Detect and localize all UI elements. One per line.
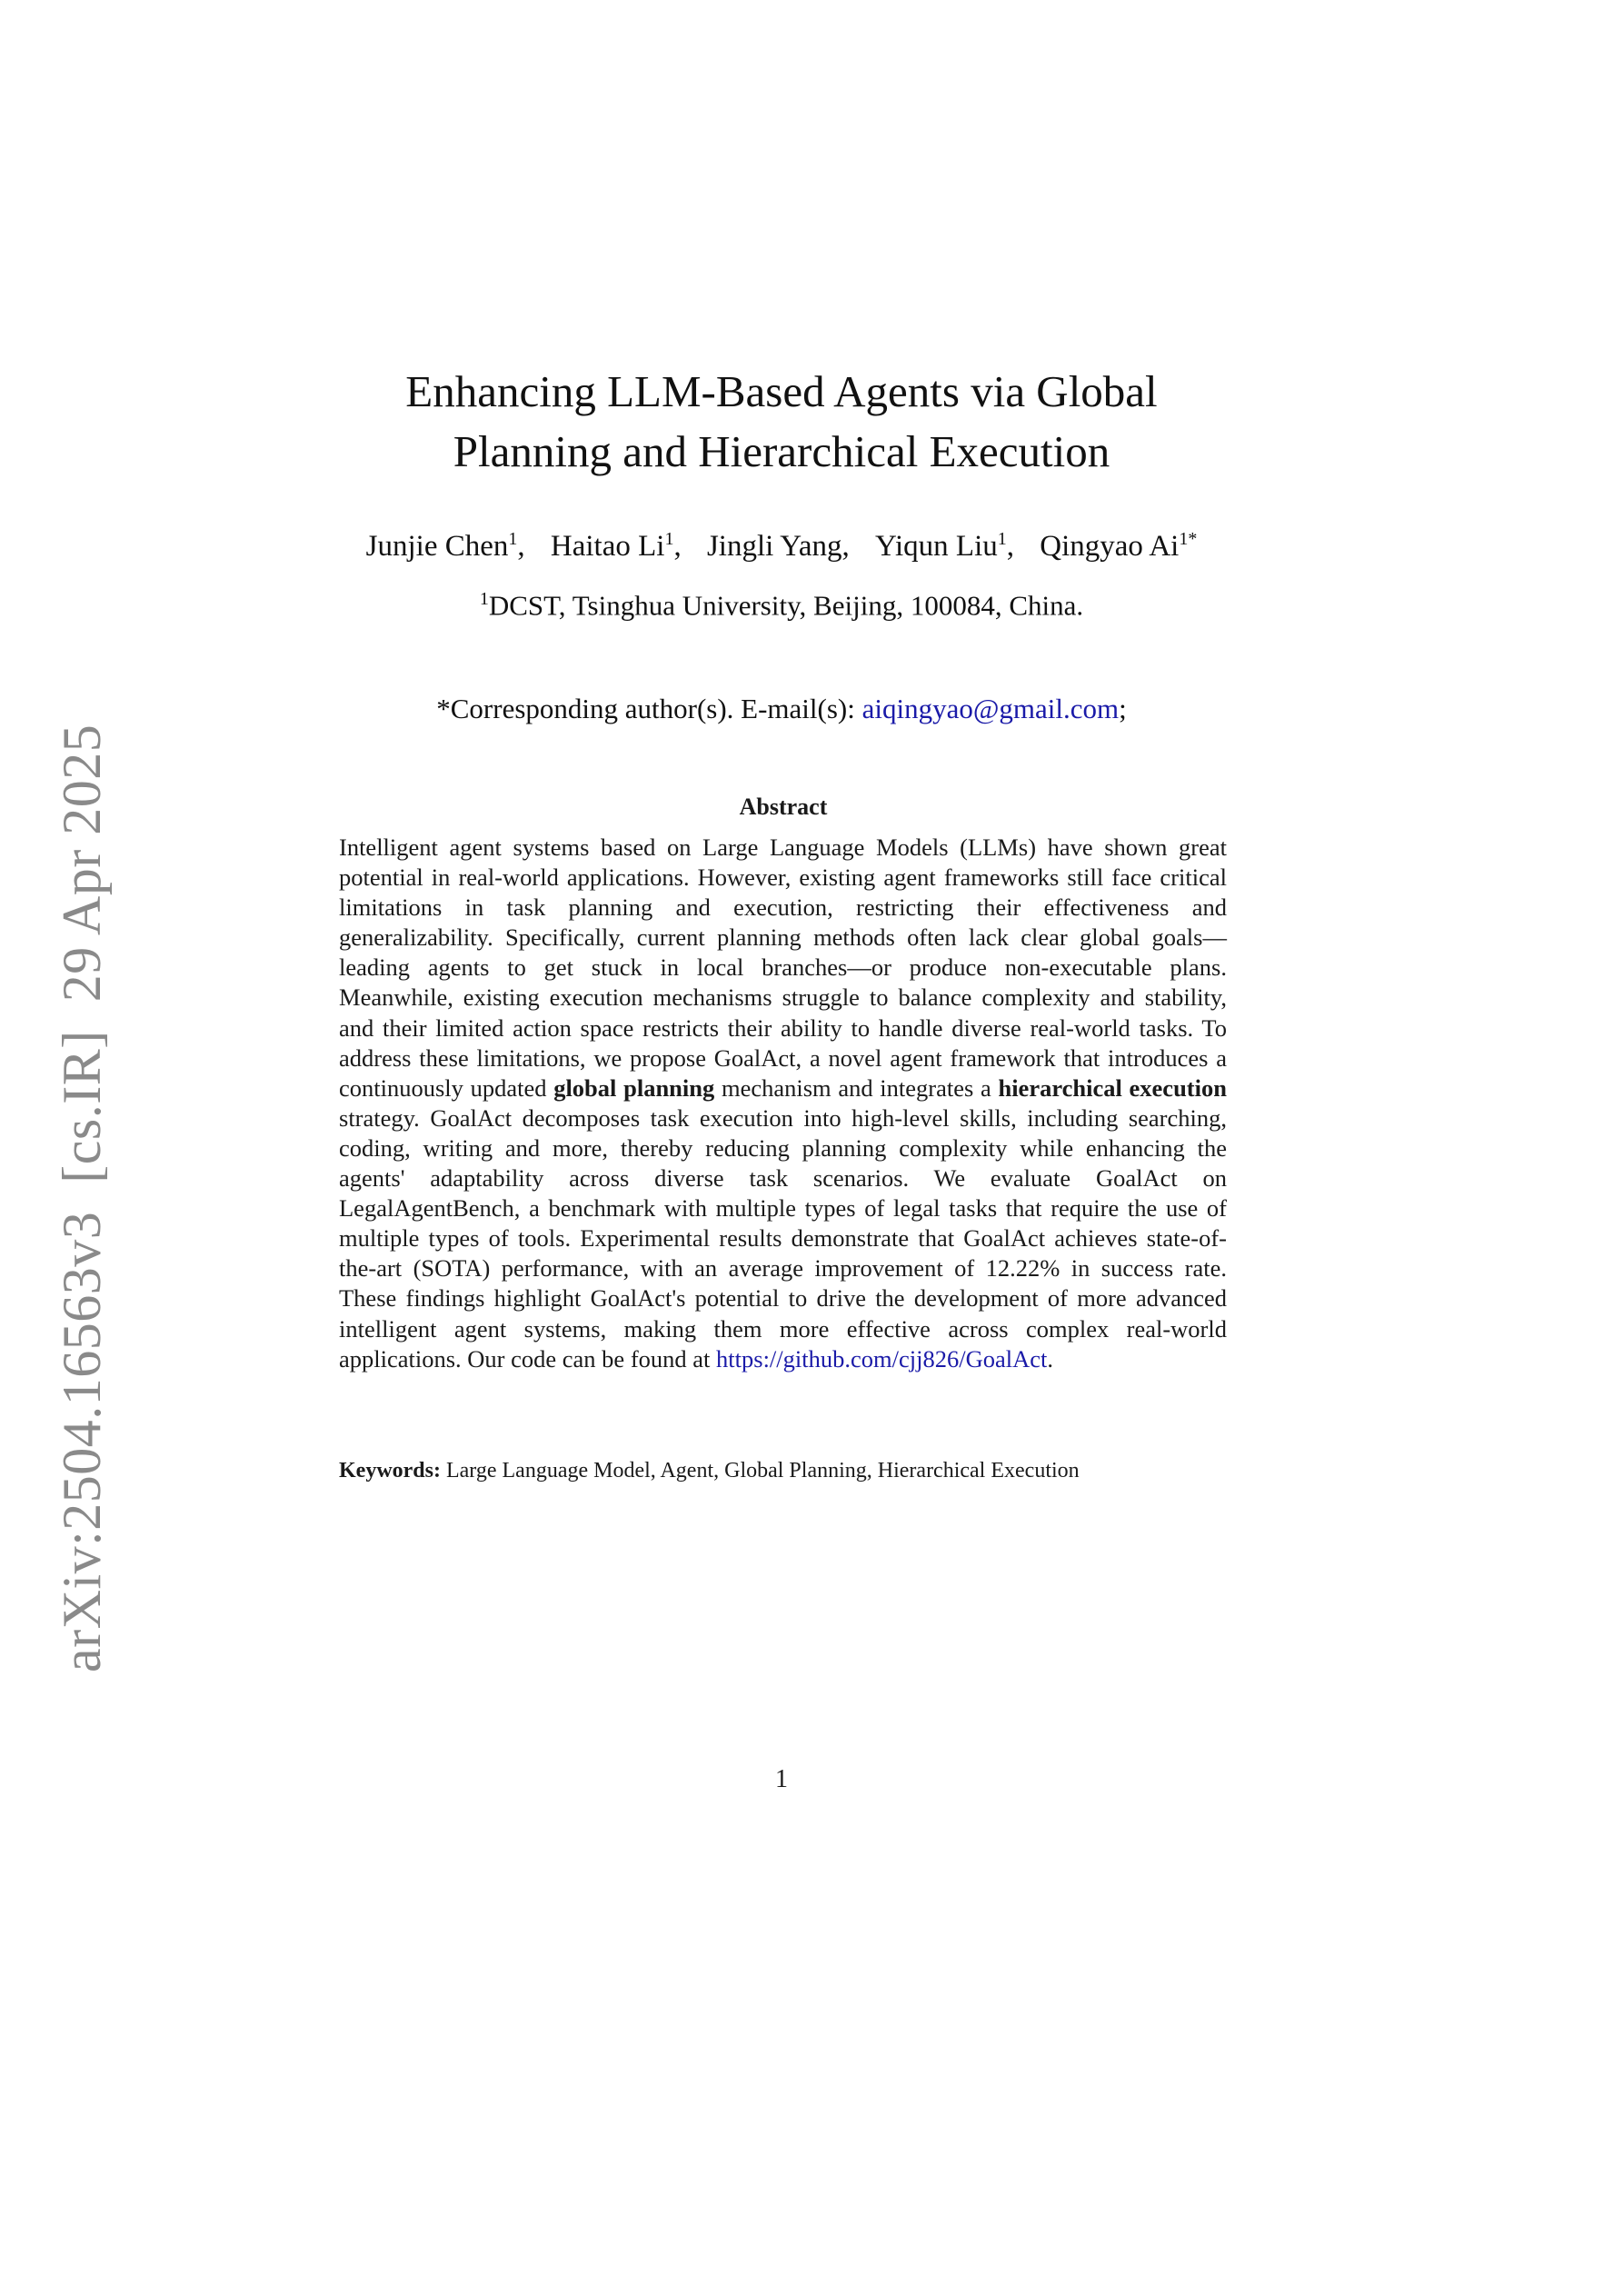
author-name: Haitao Li [550, 530, 665, 563]
keywords-label: Keywords: [339, 1459, 441, 1482]
email-link[interactable]: aiqingyao@gmail.com [861, 693, 1120, 724]
author [875, 530, 1014, 563]
author [366, 530, 525, 563]
affiliation-mark: 1 [479, 589, 489, 609]
corresponding-suffix: ; [1119, 693, 1127, 724]
author-name: Qingyao Ai [1040, 530, 1180, 563]
title-line-1: Enhancing LLM-Based Agents via Global [405, 366, 1158, 416]
abstract-part: mechanism and integrates a [714, 1073, 999, 1102]
author-affiliation-mark: 1 [508, 529, 518, 549]
abstract-part: strategy. GoalAct decomposes task execution into high-level skills, including searching, coding, writing and more, thereby reducing planning complexity while enhancing the agents' adaptability across diverse task scenarios. We evaluate GoalAct on LegalAgentBench, a benchmark with multiple types of legal tasks that require the use of multiple types of tools. Experimental results demonstrate that GoalAct achieves state-of-the-art (SOTA) performance, with an average improvement of 12.22% in success rate. These findings highlight GoalAct's potential to drive the development of more advanced intelligent agent systems, making them more effective across complex real-world applications. Our code can be found at [339, 1103, 1227, 1373]
affiliation-text: DCST, Tsinghua University, Beijing, 100084, China. [488, 589, 1084, 622]
author-separator: , [673, 530, 682, 563]
affiliation [254, 589, 1309, 622]
abstract-emphasis: hierarchical execution [998, 1073, 1227, 1102]
title-line-2: Planning and Hierarchical Execution [453, 426, 1110, 476]
author-name: Junjie Chen [365, 530, 509, 563]
keywords [339, 1459, 1248, 1483]
keywords-text: Large Language Model, Agent, Global Planning, Hierarchical Execution [440, 1459, 1080, 1482]
author-affiliation-mark: 1* [1179, 529, 1198, 549]
code-link[interactable]: https://github.com/cjj826/GoalAct [716, 1344, 1048, 1373]
author-name: Yiqun Liu [875, 530, 998, 563]
author [551, 530, 682, 563]
page-number: 1 [775, 1765, 788, 1793]
author-separator: , [1006, 530, 1015, 563]
abstract-heading: Abstract [739, 794, 828, 820]
author [1040, 530, 1197, 563]
abstract-part: Intelligent agent systems based on Large Language Models (LLMs) have shown great potential in real-world applications. However, existing agent frameworks still face critical limitations in task planning and execution, restricting their effectiveness and generalizability. Specifically, current planning methods often lack clear global goals—leading agents to get stuck in local branches—or produce non-executable plans. Meanwhile, existing execution mechanisms struggle to balance complexity and stability, and their limited action space restricts their ability to handle diverse real-world tasks. To address these limitations, we propose GoalAct, a novel agent framework that introduces a continuously updated [339, 834, 1227, 1102]
abstract-part: . [1047, 1344, 1053, 1373]
author-affiliation-mark: 1 [997, 529, 1007, 549]
author-list [254, 529, 1309, 564]
paper-title [254, 362, 1309, 482]
author [707, 530, 850, 563]
author-name: Jingli Yang [706, 530, 842, 563]
arxiv-identifier: arXiv:2504.16563v3 [cs.IR] 29 Apr 2025 [52, 724, 112, 1672]
corresponding-author [254, 693, 1309, 725]
author-separator: , [841, 530, 850, 563]
author-affiliation-mark: 1 [664, 529, 674, 549]
abstract-emphasis: global planning [553, 1073, 715, 1102]
author-separator: , [517, 530, 525, 563]
abstract-text [339, 833, 1227, 1374]
corresponding-prefix: *Corresponding author(s). E-mail(s): [436, 693, 862, 724]
